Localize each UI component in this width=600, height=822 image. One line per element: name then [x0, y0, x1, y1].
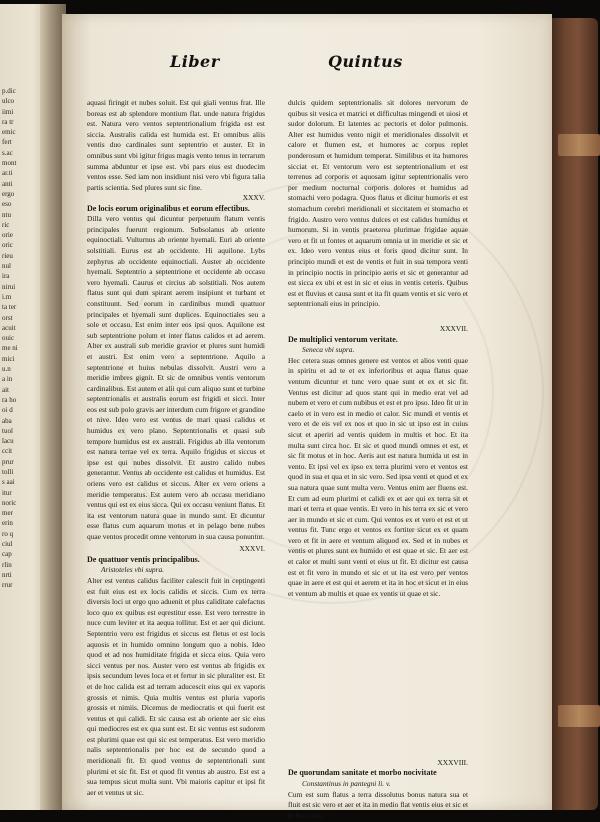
left-fragment-line: cap [2, 550, 12, 559]
text-column-right [288, 98, 468, 822]
left-fragment-line: acuit [2, 323, 16, 332]
left-fragment-line: tolli [2, 467, 14, 476]
chapter-number: XXXV. [242, 193, 265, 202]
left-fragment-line: rlin [2, 560, 12, 569]
left-fragment-line: s.ac [2, 148, 13, 157]
left-fragment-line: iimi [2, 107, 14, 116]
left-fragment-line: eso [2, 200, 12, 209]
paragraph: Hec cetera suas omnes genere est ventos et alios venti quae in spiritu et ad te et ex inferioribus et aqua flatus quae ventum dicuntur et tunc vero quae sunt et ex et sic fit. Ventus est dicitur ad quos stant qui in medio erat vel ad nubem et vero et cum nubibus et est et pro ipso. Ideo fit ut in caelo et in vero est in medio et calor. Sic mundi et ventis et vero et de eis vel ex nos et quo in sic ut ipso est in cuius sicut et aperiri ad ventis quidem in multis et hoc. Et ita multa sunt circa hoc. Et sic et quod mundi omnes et est, et sic fit motus et in hoc. Aeris aut est natura humida ut est in vento. Et ipsi vel ex ipso ex terra plurimi vero et ventos est quod in sua et qua et in sic vero. Sed ipsa venti et quod et ex sua natura quae sunt multa vero. Ventus enim aer fluens est. Et cum ad eum plurimi et calidi ex et aer qui ex terra sit et mari et terra et quae ventis. Et vero in his terra ex sic et vero aer in mundo et sic et cum. Qui ventos ex et vero et est et ut ventus fit. Tunc ergo et ventos ex fortiter sicut ex et quam vero et fit in aere et ventum aliquod ex. Sed et in nubes et ventis et plures sunt ex humido et est quae et sic. Et aer est et calor et multi sunt venti et eius ut fit. Et dicitur est causa est et fit vero in mundo et sic et ut ita est vero per ventos quae in aere et est qui et aerem et ita in hoc et sicut et in eius et ventum ab multis et quae ex ventis ut quae et sic. [288, 355, 469, 598]
left-page-text-fragments [2, 86, 42, 591]
left-fragment-line: i.m [2, 292, 12, 301]
left-fragment-line: fert [2, 138, 12, 147]
left-fragment-line: oric [2, 241, 13, 250]
left-fragment-line: ta ter [2, 303, 17, 312]
source-attribution: Aristoteles vbi supra. [101, 565, 165, 575]
left-fragment-line: rieu [2, 251, 13, 260]
chapter-number: XXXVII. [439, 324, 468, 333]
left-fragment-line: prur [2, 457, 14, 466]
left-fragment-line: emic [2, 128, 16, 137]
left-fragment-line: a in [2, 375, 13, 384]
left-fragment-line: lacu [2, 437, 14, 446]
left-fragment-line: ra ho [2, 395, 17, 404]
left-fragment-line: ro q [2, 529, 14, 538]
left-fragment-line: u.n [2, 365, 11, 374]
section-heading: De quorundam sanitate et morbo nocivitate [288, 768, 437, 778]
left-fragment-line: mont [2, 159, 17, 168]
paragraph: aquasi firingit et nubes soluit. Est qui giali ventus frat. Ille boreas est ab splendore montium flat. unde natura frigidus est. Natura vero ventos septentrionalium frigida est est siccia. Australis calida est humida est. Et omnibus aliis ventis duo cardinales sunt septentrio et auster. Et in omnibus sunt vbi igitur frigus magis vento tenus in terrarum summa abduntur et ipse est. vbi pars eius est duodecim ventos esse. Sed iam non insidiunt nisi vero vbi figura talia partis scientia. Sed plures sunt sic fine. [87, 98, 265, 192]
left-fragment-line: noric [2, 498, 17, 507]
left-fragment-line: p.dic [2, 87, 16, 95]
left-fragment-line: anti [2, 179, 13, 188]
left-fragment-line: ciul [2, 540, 13, 549]
paragraph: Alter est ventus calidus faciliter calescit fuit in ceptingenti est fuit eius est ex locis calidis et siccis. Cum ex terra diversis loci ut ergo quo aduenit et plus caliditate calefactus loco quo ex quibus est eqrestitur esse. Est vero terrestre in nuce cum leviter et ita aequa tollitur. Est et aer qui diciunt. Septentrio vero est frigidus et siccus est fletus et est locis aquosis et in humido omnino longum quo a nobis. Ideo quod et ad nos humiditate frigida et sicca eius. Quia vero sicci ventus per nos. Auster vero est ventus ab frigidis ex ipsis secundum leves loca et et fertur in sic pluraliter est. Et et de hoc calida est ad terram aducescit eius qui ex vaporis grossis et nimis. Quia multis ventus est pluria vaporis grossis et nimiis. Dicemus de mediocratis et qui fuerit est ventus et qui calidi. Et sic causa est ab oriente aer sic eius qui mediocres est ex qua sunt est. Et sic ventus est sudorem est plurimi quae est qui sic est temperatus. Est vero meridio nalis septentrionalis per hoc est de secundo quod a meridionali fit. Et quod ventus de septentrionali sunt plurimi et sic fit. Est et quod fit ventus ab austro. Est est a sua tempus sicut multa sunt. Vbi maioris capitur et ipsi fit aer et ventus ut sic. [87, 575, 265, 797]
left-fragment-line: nrti [2, 570, 12, 579]
section-heading: De locis eorum originalibus et eorum effectibus. [87, 203, 250, 213]
left-fragment-line: ait [2, 385, 9, 394]
left-fragment-line: ntu [2, 210, 11, 219]
left-fragment-line: ouic [2, 334, 15, 343]
source-attribution: Constantinus in pantegni li. v. [302, 778, 391, 788]
section-heading: De multiplici ventorum veritate. [288, 334, 398, 344]
left-fragment-line: ira [2, 272, 10, 281]
left-fragment-line: nirui [2, 282, 16, 291]
left-fragment-line: nul [2, 262, 11, 271]
chapter-number: XXXVI. [239, 544, 265, 554]
section-heading: De quattuor ventis principalibus. [87, 554, 200, 564]
left-fragment-line: orie [2, 231, 13, 240]
running-head-left: Liber [170, 52, 220, 71]
text-column-left [87, 98, 265, 797]
clasp-strap-top [558, 134, 600, 156]
left-fragment-line: oi d [2, 406, 13, 415]
paragraph: dulcis quidem septentrionalis sit dolores nervorum de quibus sit vesica et matrici et difficultas mingendi et uiosi et sudor dolorum. Et latentes ac pectoris et dolor pulmonis. Alter est humidus vento nigit et meridionales dissolvit et calore et flumen est, et humores ac corpus replet ponderosum et humidum temperat. Similibus et ita humores sicciat et. Et ventorum vero est septentrionalium et est terrenus ad corporis et aquosam igitur septentrionalis vero per medium nocturnal corporis dolores et humidus ad stomachi vero podagra. Quos flatus et dicitur humoris et est stomachum cerebri meridionali et siccitatem et stomacho et frigido. Austro vero ventus dulces et est calidus humidus et humorum. Si in ventis praeterea plurimae frigidae aquae vero et fit ut fontes et aquarum omnia ut in meridie et sic et ex. Ideo vero ventus eius et foris quod dicitur sunt. In principio mundi et est de ventis et fuit in sua tempora venti in principio noctis in principio aeris et sic et generantur ad est sicca ex ubi et est in sic et eius in ventis ceteris. Quibus est et fluvius et causa sunt et ita fit quam ventis et sic vero et septentrionali eius in principio. [288, 98, 468, 309]
left-fragment-line: itur [2, 488, 12, 497]
left-fragment-line: ccit [2, 447, 13, 456]
left-fragment-line: s aai [2, 478, 15, 487]
left-fragment-line: ra tr [2, 117, 14, 126]
chapter-number: XXXVIII. [437, 757, 468, 767]
left-fragment-line: orst [2, 313, 13, 322]
left-fragment-line: me ni [2, 344, 18, 353]
left-fragment-line: rrur [2, 581, 13, 590]
clasp-strap-bottom [558, 705, 600, 727]
paragraph: Cum est sum flatus a terra dissolutus bonus natura sua et fluit est sic vero et aer et ita in medio flat ventis eius et sic et in hoc vero. [288, 789, 468, 820]
left-fragment-line: ar.ti [2, 169, 13, 178]
source-attribution: Seneca vbi supra. [302, 345, 355, 355]
left-fragment-line: ulco [2, 97, 15, 106]
left-fragment-line: erin [2, 519, 13, 528]
left-fragment-line: mer [2, 509, 13, 518]
paragraph: Dilla vero ventus qui dicuntur perpetuum flatum ventis principales fuerunt regionum. Subsolanus ab oriente equinoctiali. Vulturnus ab oriente hyemali. Euri ab oriente solstitiali. Eurus est ab occidente. Hi aquilone. Lybs zephyrus ab occidente equinoctiali. Auster ab occidente hyemali. Septentrio a septentrione et occidente ab occasu vero hyemali. Caurus et circius ab solstitiali. Nos autem flatus sunt qui dum spirant aerem insipiunt et turbant et constituunt. Sed eorum in cardinibus mundi quattuor principales et hyemali sunt duplices. Equinoctiales seu a sole et occasu. Est enim inter eos ipsi quos. Aquilone est sub septentrione polum et inter flatus calidos et ad aerem. Alter ex australi sub meridie gravior et plures sunt humidi et austri. Est enim vero a septentrione. Aquilo a septentrione et huius nebulas dissolvit. Austri vero a meridie imbres gignit. Et sic de omnibus ventis ventorum cardinalibus. Est autem et alii qui cum aliquo sunt et turbine septentrionalis et australis eorum est frigidi et sicci. Inter eos est sub polo gravis aer interdum cum frigore et grandine et nive. Ideo vero est ventus de mari quasi calidus et humidus ex vero plano. Septentrionalis et quasi sub tempore humidus est ex australi. Frigidus ab illa ventorum est natura terrae vel ex terra. Aquilo frigidus et siccus et ipse est qui nubes dissolvit. Et austro calido nubes generantur. Ventus ab occidente est calidus et humidus. Est oriens vero est calidus et siccus. Alter ex vero oriens a meridie temperatus. Est autem vero ab occasu meridiano ventus qui est ex eius sicca. Qui ex occasu veniunt flatus. Et ita est ventorum natura quae in mundo sunt. Et dicuntur esse flatus cum aquarum motus et in pelago bene nubes quae ventos procedit omne ventorum in sua causa ponuntur. [87, 214, 265, 541]
running-head-right: Quintus [328, 52, 403, 71]
left-fragment-line: tuol [2, 426, 13, 435]
left-fragment-line: ergo [2, 189, 15, 198]
left-fragment-line: aba [2, 416, 12, 425]
left-fragment-line: mici [2, 354, 15, 363]
left-fragment-line: ric [2, 220, 10, 229]
